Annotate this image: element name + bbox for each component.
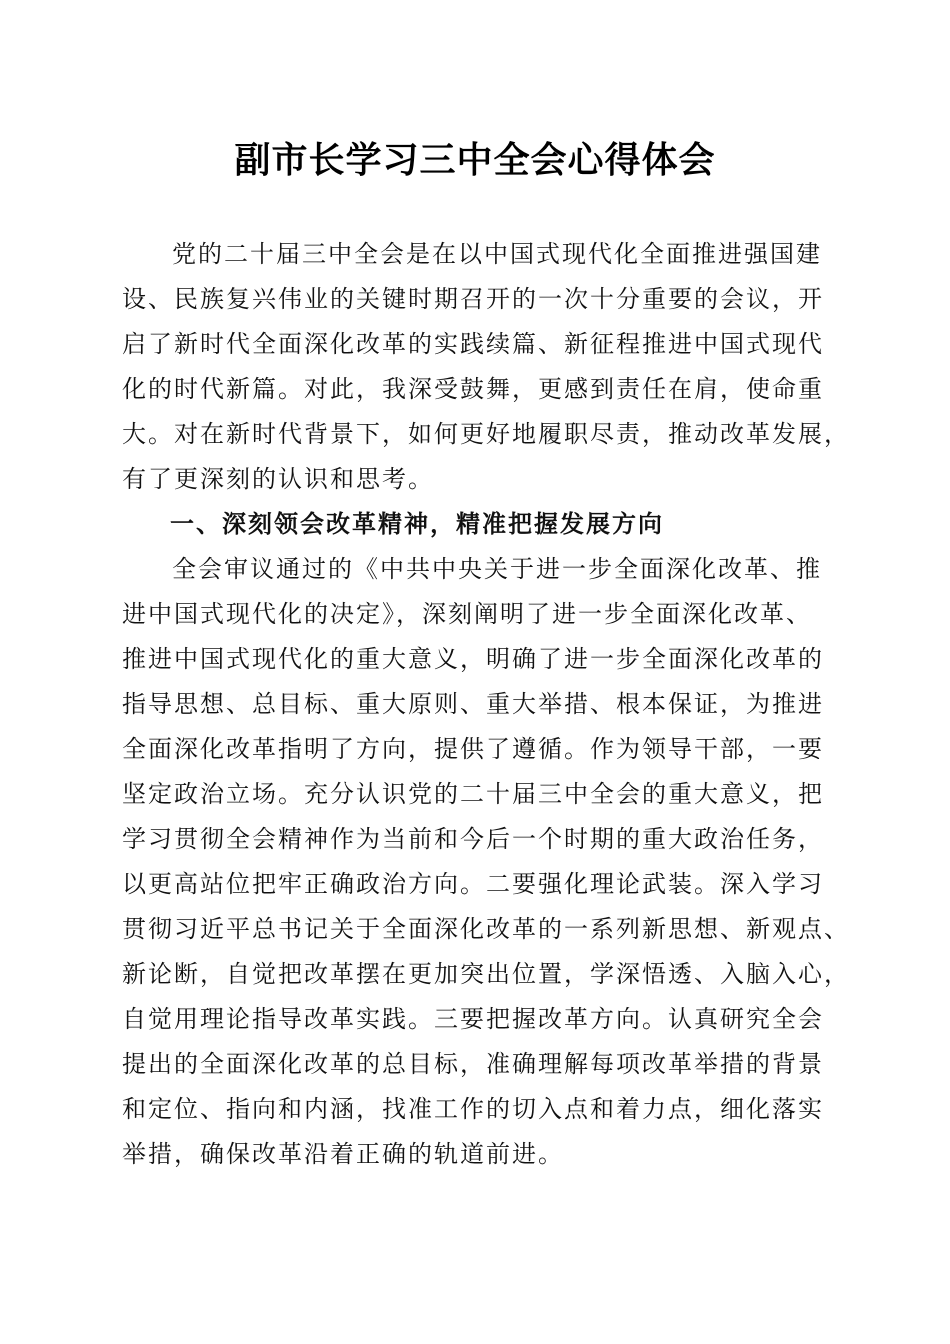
document-body	[122, 232, 850, 1177]
paragraph-line: 和定位、指向和内涵，找准工作的切入点和着力点，细化落实	[122, 1095, 824, 1123]
paragraph-line: 新论断，自觉把改革摆在更加突出位置，学深悟透、入脑入心，	[122, 960, 850, 988]
paragraph-line: 举措，确保改革沿着正确的轨道前进。	[122, 1140, 564, 1168]
paragraph-line: 化的时代新篇。对此，我深受鼓舞，更感到责任在肩，使命重	[122, 375, 824, 403]
document-title: 副市长学习三中全会心得体会	[234, 139, 716, 181]
section-heading: 一、深刻领会改革精神，精准把握发展方向	[170, 510, 664, 538]
paragraph-line: 全面深化改革指明了方向，提供了遵循。作为领导干部，一要	[122, 735, 824, 763]
paragraph-line: 指导思想、总目标、重大原则、重大举措、根本保证，为推进	[122, 690, 824, 718]
paragraph-line: 贯彻习近平总书记关于全面深化改革的一系列新思想、新观点、	[122, 915, 850, 943]
paragraph-line: 坚定政治立场。充分认识党的二十届三中全会的重大意义，把	[122, 780, 824, 808]
paragraph-line: 推进中国式现代化的重大意义，明确了进一步全面深化改革的	[122, 645, 824, 673]
paragraph-line: 提出的全面深化改革的总目标，准确理解每项改革举措的背景	[122, 1050, 824, 1078]
paragraph-line: 全会审议通过的《中共中央关于进一步全面深化改革、推	[172, 555, 822, 583]
section1-paragraph	[122, 547, 850, 1177]
intro-paragraph	[122, 232, 850, 502]
paragraph-line: 设、民族复兴伟业的关键时期召开的一次十分重要的会议，开	[122, 285, 824, 313]
paragraph-line: 党的二十届三中全会是在以中国式现代化全面推进强国建	[172, 240, 822, 268]
paragraph-line: 自觉用理论指导改革实践。三要把握改革方向。认真研究全会	[122, 1005, 824, 1033]
paragraph-line: 学习贯彻全会精神作为当前和今后一个时期的重大政治任务，	[122, 825, 824, 853]
paragraph-line: 以更高站位把牢正确政治方向。二要强化理论武装。深入学习	[122, 870, 824, 898]
paragraph-line: 有了更深刻的认识和思考。	[122, 465, 434, 493]
paragraph-line: 启了新时代全面深化改革的实践续篇、新征程推进中国式现代	[122, 330, 824, 358]
paragraph-line: 大。对在新时代背景下，如何更好地履职尽责，推动改革发展，	[122, 420, 850, 448]
paragraph-line: 进中国式现代化的决定》，深刻阐明了进一步全面深化改革、	[122, 600, 812, 628]
